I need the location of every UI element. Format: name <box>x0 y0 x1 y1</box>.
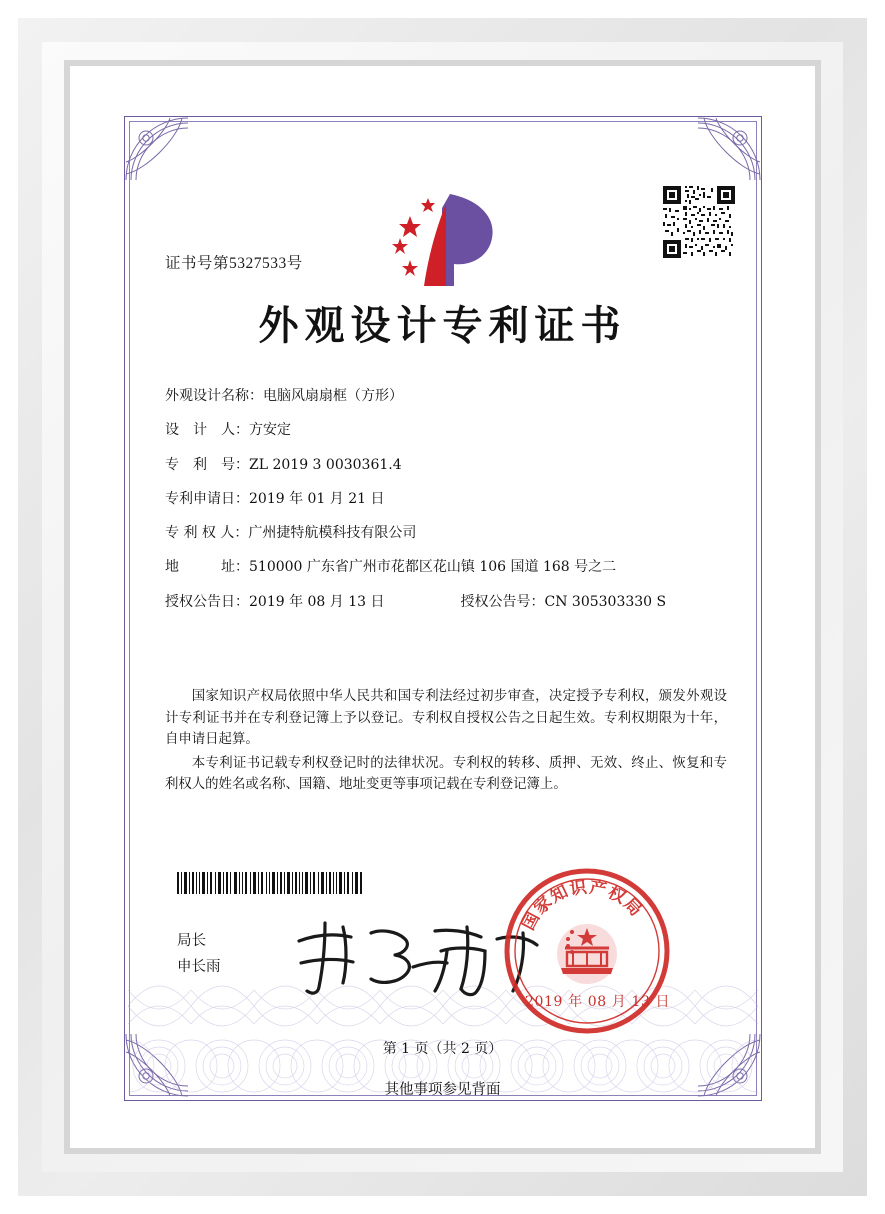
body-paragraph-1: 国家知识产权局依照中华人民共和国专利法经过初步审查，决定授予专利权，颁发外观设计专利证书并在专利登记簿上予以登记。专利权自授权公告之日起生效。专利权期限为十年，自申请日起算。 <box>165 689 727 747</box>
legal-body-text <box>165 686 727 798</box>
signature-block <box>177 928 221 980</box>
field-label: 专 利 号： <box>165 456 249 473</box>
field-value: 电脑风扇扇框（方形） <box>263 388 403 404</box>
field-label: 外观设计名称： <box>165 388 263 404</box>
field-design-name <box>165 388 725 405</box>
cnipa-logo-icon <box>388 186 508 296</box>
qr-code-icon <box>661 184 737 260</box>
svg-text:识: 识 <box>568 877 589 900</box>
field-label: 专 利 权 人： <box>165 525 249 542</box>
page-title: 外观设计专利证书 <box>258 302 627 349</box>
field-patent-number <box>165 457 725 474</box>
svg-text:知: 知 <box>547 881 572 908</box>
svg-text:权: 权 <box>604 882 629 909</box>
field-value: ZL 2019 3 0030361.4 <box>249 456 402 473</box>
svg-text:局: 局 <box>619 894 646 921</box>
footer-note: 其他事项参见背面 <box>384 1082 501 1098</box>
svg-text:家: 家 <box>530 892 557 919</box>
barcode <box>177 872 363 894</box>
field-value: 广州捷特航模科技有限公司 <box>248 525 417 542</box>
signer-name: 申长雨 <box>177 959 221 975</box>
signer-title: 局长 <box>177 933 206 949</box>
page-number: 第 1 页（共 2 页） <box>382 1041 503 1057</box>
field-label: 设 计 人： <box>165 422 249 439</box>
field-label: 专利申请日： <box>165 490 249 507</box>
certificate-page <box>70 66 815 1148</box>
certificate-fields <box>165 388 725 628</box>
field-value: 方安定 <box>249 422 291 439</box>
svg-text:国: 国 <box>518 909 545 934</box>
field-address <box>165 559 725 576</box>
body-paragraph-2: 本专利证书记载专利权登记时的法律状况。专利权的转移、质押、无效、终止、恢复和专利权人的姓名或名称、国籍、地址变更等事项记载在专利登记簿上。 <box>165 755 727 792</box>
field-value: 2019 年 08 月 13 日 <box>249 593 385 610</box>
field-designer <box>165 422 725 439</box>
field-patentee <box>165 525 725 542</box>
field-value: 2019 年 01 月 21 日 <box>249 490 385 507</box>
seal-date: 2019 年 08 月 13 日 <box>525 994 671 1010</box>
field-label: 地 址： <box>165 559 249 576</box>
certificate-number: 证书号第5327533号 <box>165 255 303 272</box>
field-label-secondary: 授权公告号： <box>460 593 545 610</box>
field-label: 授权公告日： <box>165 593 249 610</box>
field-grant-announcement <box>165 594 725 611</box>
svg-text:产: 产 <box>587 877 609 901</box>
field-value: 510000 广东省广州市花都区花山镇 106 国道 168 号之二 <box>249 559 617 576</box>
field-value-secondary: CN 305303330 S <box>544 593 667 610</box>
field-application-date <box>165 491 725 508</box>
